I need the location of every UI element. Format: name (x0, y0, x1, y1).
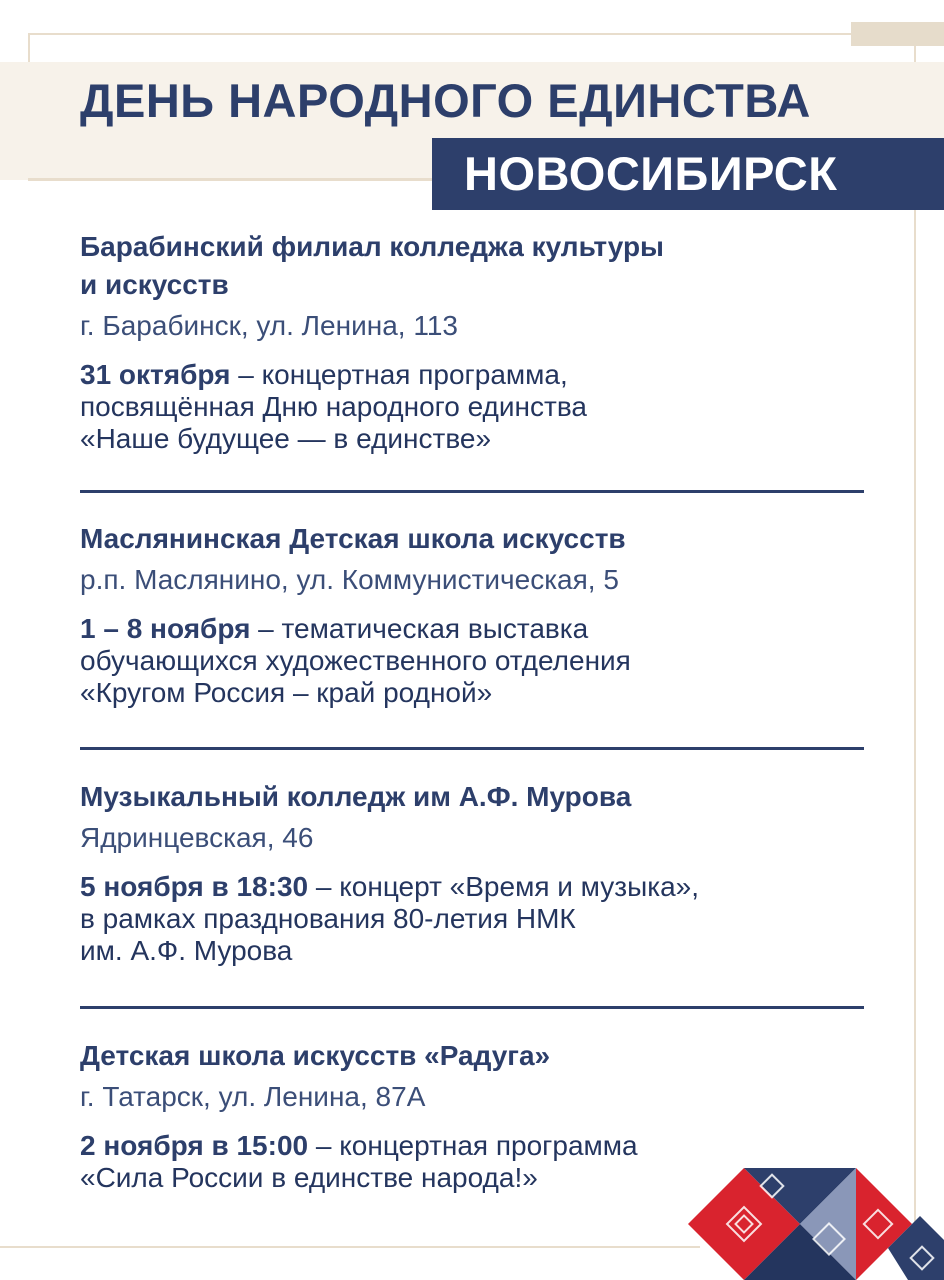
event-date: 2 ноября в 15:00 (80, 1130, 309, 1161)
event-venue: Музыкальный колледж им А.Ф. Мурова (80, 781, 632, 812)
event-item (80, 778, 880, 967)
city-badge: НОВОСИБИРСК (432, 138, 944, 210)
event-date: 5 ноября в 18:30 (80, 871, 309, 902)
separator (80, 1006, 864, 1009)
event-date: 1 – 8 ноября (80, 613, 251, 644)
event-venue: Барабинский филиал колледжа культуры и искусств (80, 231, 664, 300)
event-text: – концерт «Время и музыка», в рамках празднования 80-летия НМК им. А.Ф. Мурова (80, 871, 699, 966)
frame-right-line (914, 33, 916, 1233)
folk-ornament-icon (688, 1168, 944, 1280)
separator (80, 490, 864, 493)
event-description (80, 613, 880, 709)
event-date: 31 октября (80, 359, 231, 390)
frame-top-line (28, 33, 916, 35)
event-address: г. Татарск, ул. Ленина, 87А (80, 1081, 426, 1112)
event-text: – концертная программа «Сила России в единстве народа!» (80, 1130, 638, 1193)
event-address: р.п. Маслянино, ул. Коммунистическая, 5 (80, 564, 619, 595)
event-description (80, 359, 880, 455)
event-address: г. Барабинск, ул. Ленина, 113 (80, 310, 458, 341)
header-band-line (28, 178, 448, 181)
page-title: ДЕНЬ НАРОДНОГО ЕДИНСТВА (80, 74, 811, 127)
event-text: – тематическая выставка обучающихся художественного отделения «Кругом Россия – край родной» (80, 613, 631, 708)
event-description (80, 871, 880, 967)
corner-tab (851, 22, 944, 46)
event-text: – концертная программа, посвящённая Дню народного единства «Наше будущее — в единстве» (80, 359, 587, 454)
event-venue: Маслянинская Детская школа искусств (80, 523, 626, 554)
event-item (80, 228, 880, 455)
event-venue: Детская школа искусств «Радуга» (80, 1040, 551, 1071)
event-item (80, 520, 880, 709)
frame-bottom-line (0, 1246, 700, 1248)
event-address: Ядринцевская, 46 (80, 822, 314, 853)
separator (80, 747, 864, 750)
